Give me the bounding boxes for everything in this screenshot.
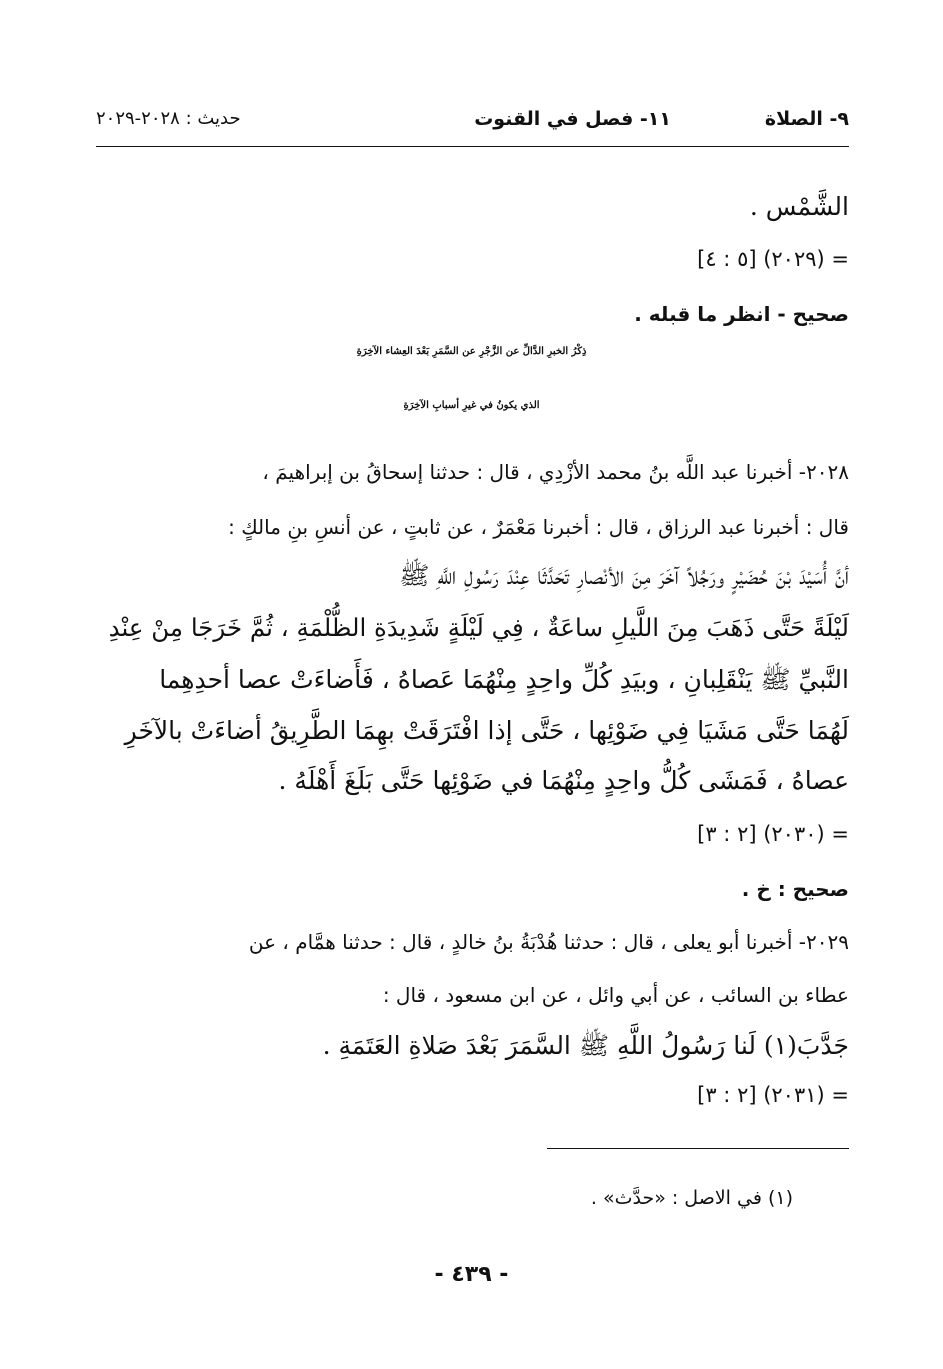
header-book-title: ٩- الصلاة — [764, 108, 849, 130]
section-heading: ذِكْرُ الخبرِ الدَّالِّ عن الزَّجْرِ عن السَّمَرِ بَعْدَ العِشاء الآخِرَةِ — [356, 346, 587, 357]
header-hadith-range: حديث : ٢٠٢٨-٢٠٢٩ — [96, 108, 241, 129]
footnote-divider — [547, 1148, 849, 1149]
isnad-line: قال : أخبرنا عبد الرزاق ، قال : أخبرنا مَعْمَرٌ ، عن ثابتٍ ، عن أنسِ بنِ مالكٍ : — [228, 515, 849, 539]
reference-line: = (٢٠٣١) [٢ : ٣] — [697, 1083, 849, 1107]
reference-line: = (٢٠٣٠) [٢ : ٣] — [697, 822, 849, 846]
page-number: - ٤٣٩ - — [434, 1262, 509, 1287]
reference-line: = (٢٠٢٩) [٥ : ٤] — [697, 247, 849, 271]
running-header — [96, 108, 849, 138]
grading-line: صحيح : خ . — [741, 877, 849, 901]
matn-line: جَدَّبَ(١) لَنا رَسُولُ اللَّهِ ﷺ السَّمَرَ بَعْدَ صَلاةِ العَتَمَةِ . — [322, 1031, 849, 1060]
section-heading-continued: الذي يكونُ في غيرِ أسبابِ الآخِرَةِ — [403, 400, 540, 411]
isnad-line: ٢٠٢٩- أخبرنا أبو يعلى ، قال : حدثنا هُدْبَةُ بنُ خالدٍ ، قال : حدثنا همَّام ، عن — [248, 930, 849, 954]
matn-line: أنَّ أُسَيْدَ بْنَ حُضَيْرٍ ورَجُلاً آخَرَ مِنَ الأنْصارِ تَحَدَّثَا عِنْدَ رَسُولِ اللَّهِ ﷺ — [399, 561, 849, 590]
isnad-line: عطاء بن السائب ، عن أبي وائل ، عن ابن مسعود ، قال : — [382, 983, 849, 1007]
text-line: الشَّمْس . — [749, 192, 849, 221]
grading-line: صحيح - انظر ما قبله . — [634, 302, 849, 326]
footnote: (١) في الاصل : «حدَّث» . — [590, 1187, 793, 1209]
isnad-line: ٢٠٢٨- أخبرنا عبد اللَّه بنُ محمد الأزْدِي ، قال : حدثنا إسحاقُ بن إبراهيمَ ، — [262, 460, 849, 484]
header-chapter-title: ١١- فصل في القنوت — [474, 108, 671, 130]
matn-line: لَهُمَا حَتَّى مَشَيَا فِي ضَوْئِها ، حَتَّى إذا افْتَرَقَتْ بهِمَا الطَّرِيقُ أضاءَتْ بالآخَرِ — [124, 716, 849, 745]
header-divider — [96, 146, 849, 147]
matn-line: النَّبيِّ ﷺ يَنْقَلِبانِ ، وبيَدِ كُلِّ واحِدٍ مِنْهُمَا عَصاهُ ، فَأَضاءَتْ عصا أحدِهِما — [159, 665, 849, 694]
matn-line: لَيْلَةً حَتَّى ذَهَبَ مِنَ اللَّيلِ ساعَةٌ ، فِي لَيْلَةٍ شَدِيدَةِ الظُّلْمَةِ ، ثُمَّ خَرَجَا مِنْ عِنْدِ — [108, 613, 849, 642]
matn-line: عصاهُ ، فَمَشَى كُلُّ واحِدٍ مِنْهُمَا في ضَوْئِها حَتَّى بَلَغَ أَهْلَهُ . — [278, 766, 849, 795]
